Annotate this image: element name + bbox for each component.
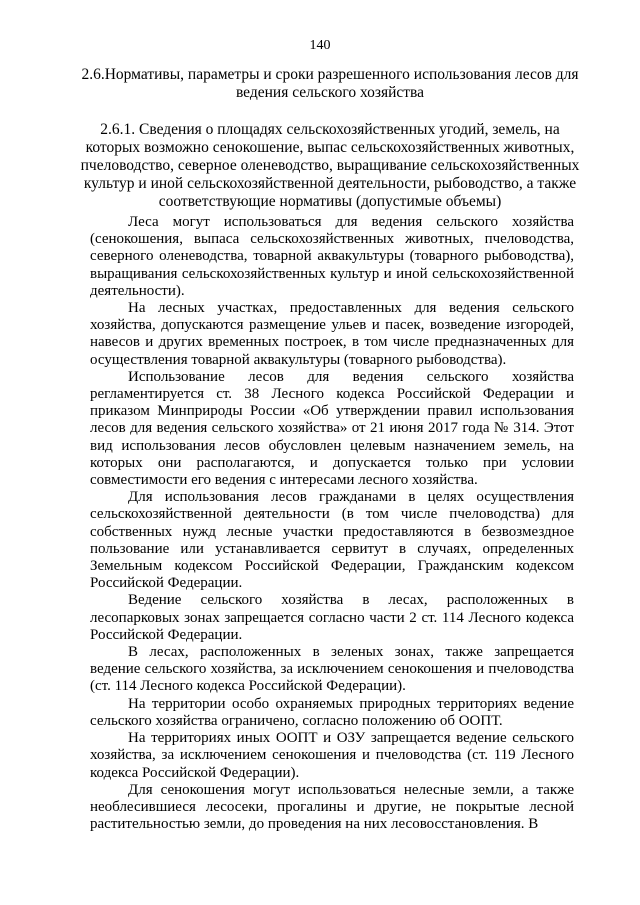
paragraph: Для использования лесов гражданами в целях осуществления сельскохозяйственной деятельности (в том числе пчеловодства) для собственных нужд лесные участки предоставляются в безвозмездное пользование или устанавливается сервитут в случаях, определенных Земельным кодексом Российской Федерации, Гражданским кодексом Российской Федерации. bbox=[90, 489, 574, 592]
section-title: 2.6.Нормативы, параметры и сроки разрешенного использования лесов для ведения сельского хозяйства bbox=[81, 66, 579, 101]
paragraph: На территориях иных ООПТ и ОЗУ запрещается ведение сельского хозяйства, за исключением сенокошения и пчеловодства (ст. 119 Лесного кодекса Российской Федерации). bbox=[90, 730, 574, 781]
page-number: 140 bbox=[309, 38, 331, 53]
body-text bbox=[90, 214, 574, 833]
paragraph: В лесах, расположенных в зеленых зонах, также запрещается ведение сельского хозяйства, за исключением сенокошения и пчеловодства (ст. 114 Лесного кодекса Российской Федерации). bbox=[90, 644, 574, 695]
subsection-title: 2.6.1. Сведения о площадях сельскохозяйственных угодий, земель, на которых возможно сенокошение, выпас сельскохозяйственных животных, пчеловодство, северное оленеводство, выращивание сельскохозяйственных культур и иной сельскохозяйственной деятельности, рыбоводство, а также соответствующие нормативы (допустимые объемы) bbox=[80, 121, 580, 210]
paragraph: Для сенокошения могут использоваться нелесные земли, а также необлесившиеся лесосеки, прогалины и другие, не покрытые лесной растительностью земли, до проведения на них лесовосстановления. В bbox=[90, 781, 574, 833]
paragraph: Леса могут использоваться для ведения сельского хозяйства (сенокошения, выпаса сельскохозяйственных животных, пчеловодства, северного оленеводства, товарной аквакультуры (товарного рыбоводства), выращивания сельскохозяйственных культур и иной сельскохозяйственной деятельности). bbox=[90, 214, 574, 299]
paragraph: Ведение сельского хозяйства в лесах, расположенных в лесопарковых зонах запрещается согласно части 2 ст. 114 Лесного кодекса Российской Федерации. bbox=[90, 592, 574, 643]
paragraph: На территории особо охраняемых природных территориях ведение сельского хозяйства ограничено, согласно положению об ООПТ. bbox=[90, 695, 574, 729]
paragraph: Использование лесов для ведения сельского хозяйства регламентируется ст. 38 Лесного кодекса Российской Федерации и приказом Минприроды России «Об утверждении правил использования лесов для ведения сельского хозяйства» от 21 июня 2017 года № 314. Этот вид использования лесов обусловлен целевым назначением земель, на которых они располагаются, и допускается только при условии совместимости его ведения с интересами лесного хозяйства. bbox=[90, 368, 574, 489]
paragraph: На лесных участках, предоставленных для ведения сельского хозяйства, допускаются размещение ульев и пасек, возведение изгородей, навесов и других временных построек, в том числе предназначенных для осуществления товарной аквакультуры (товарного рыбоводства). bbox=[90, 300, 574, 368]
